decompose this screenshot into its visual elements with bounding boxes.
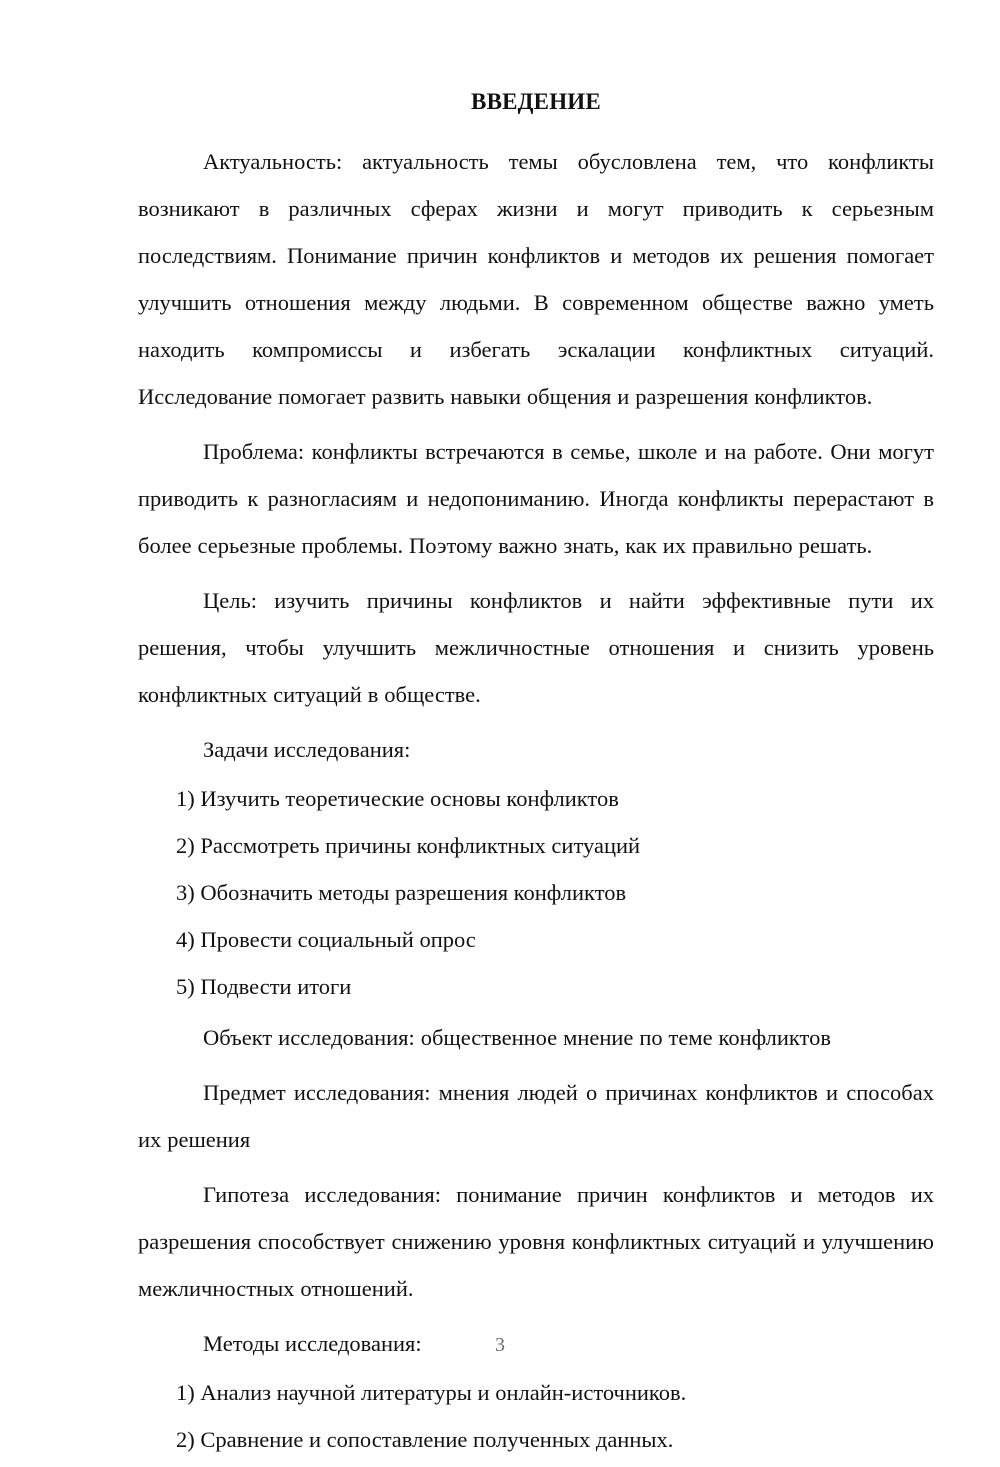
list-item: 1) Анализ научной литературы и онлайн-источников. — [176, 1379, 687, 1405]
paragraph-relevance: Актуальность: актуальность темы обусловлена тем, что конфликты возникают в различных сферах жизни и могут приводить к серьезным последствиям. Понимание причин конфликтов и методов их решения помогает улучшить отношения между людьми. В современном обществе важно уметь находить компромиссы и избегать эскалации конфликтных ситуаций. Исследование помогает развить навыки общения и разрешения конфликтов. — [138, 148, 934, 409]
paragraph-hypothesis: Гипотеза исследования: понимание причин конфликтов и методов их разрешения способствует снижению уровня конфликтных ситуаций и улучшению межличностных отношений. — [138, 1181, 934, 1301]
page-number: 3 — [495, 1334, 505, 1356]
tasks-list — [138, 775, 934, 1010]
methods-list — [138, 1369, 934, 1463]
paragraph-object: Объект исследования: общественное мнение по теме конфликтов — [203, 1024, 831, 1050]
list-item: 5) Подвести итоги — [176, 973, 352, 999]
tasks-heading: Задачи исследования: — [203, 736, 411, 762]
list-item: 2) Сравнение и сопоставление полученных данных. — [176, 1426, 674, 1452]
list-item: 3) Обозначить методы разрешения конфликтов — [176, 879, 627, 905]
list-item: 4) Провести социальный опрос — [176, 926, 476, 952]
list-item: 2) Рассмотреть причины конфликтных ситуаций — [176, 832, 641, 858]
paragraph-subject: Предмет исследования: мнения людей о причинах конфликтов и способах их решения — [138, 1079, 934, 1152]
paragraph-problem: Проблема: конфликты встречаются в семье, школе и на работе. Они могут приводить к разногласиям и недопониманию. Иногда конфликты перерастают в более серьезные проблемы. Поэтому важно знать, как их правильно решать. — [138, 438, 934, 558]
document-body — [138, 88, 934, 1467]
page-title: ВВЕДЕНИЕ — [471, 89, 601, 114]
paragraph-goal: Цель: изучить причины конфликтов и найти эффективные пути их решения, чтобы улучшить межличностные отношения и снизить уровень конфликтных ситуаций в обществе. — [138, 587, 934, 707]
list-item: 1) Изучить теоретические основы конфликтов — [176, 785, 619, 811]
methods-heading: Методы исследования: — [203, 1330, 422, 1356]
